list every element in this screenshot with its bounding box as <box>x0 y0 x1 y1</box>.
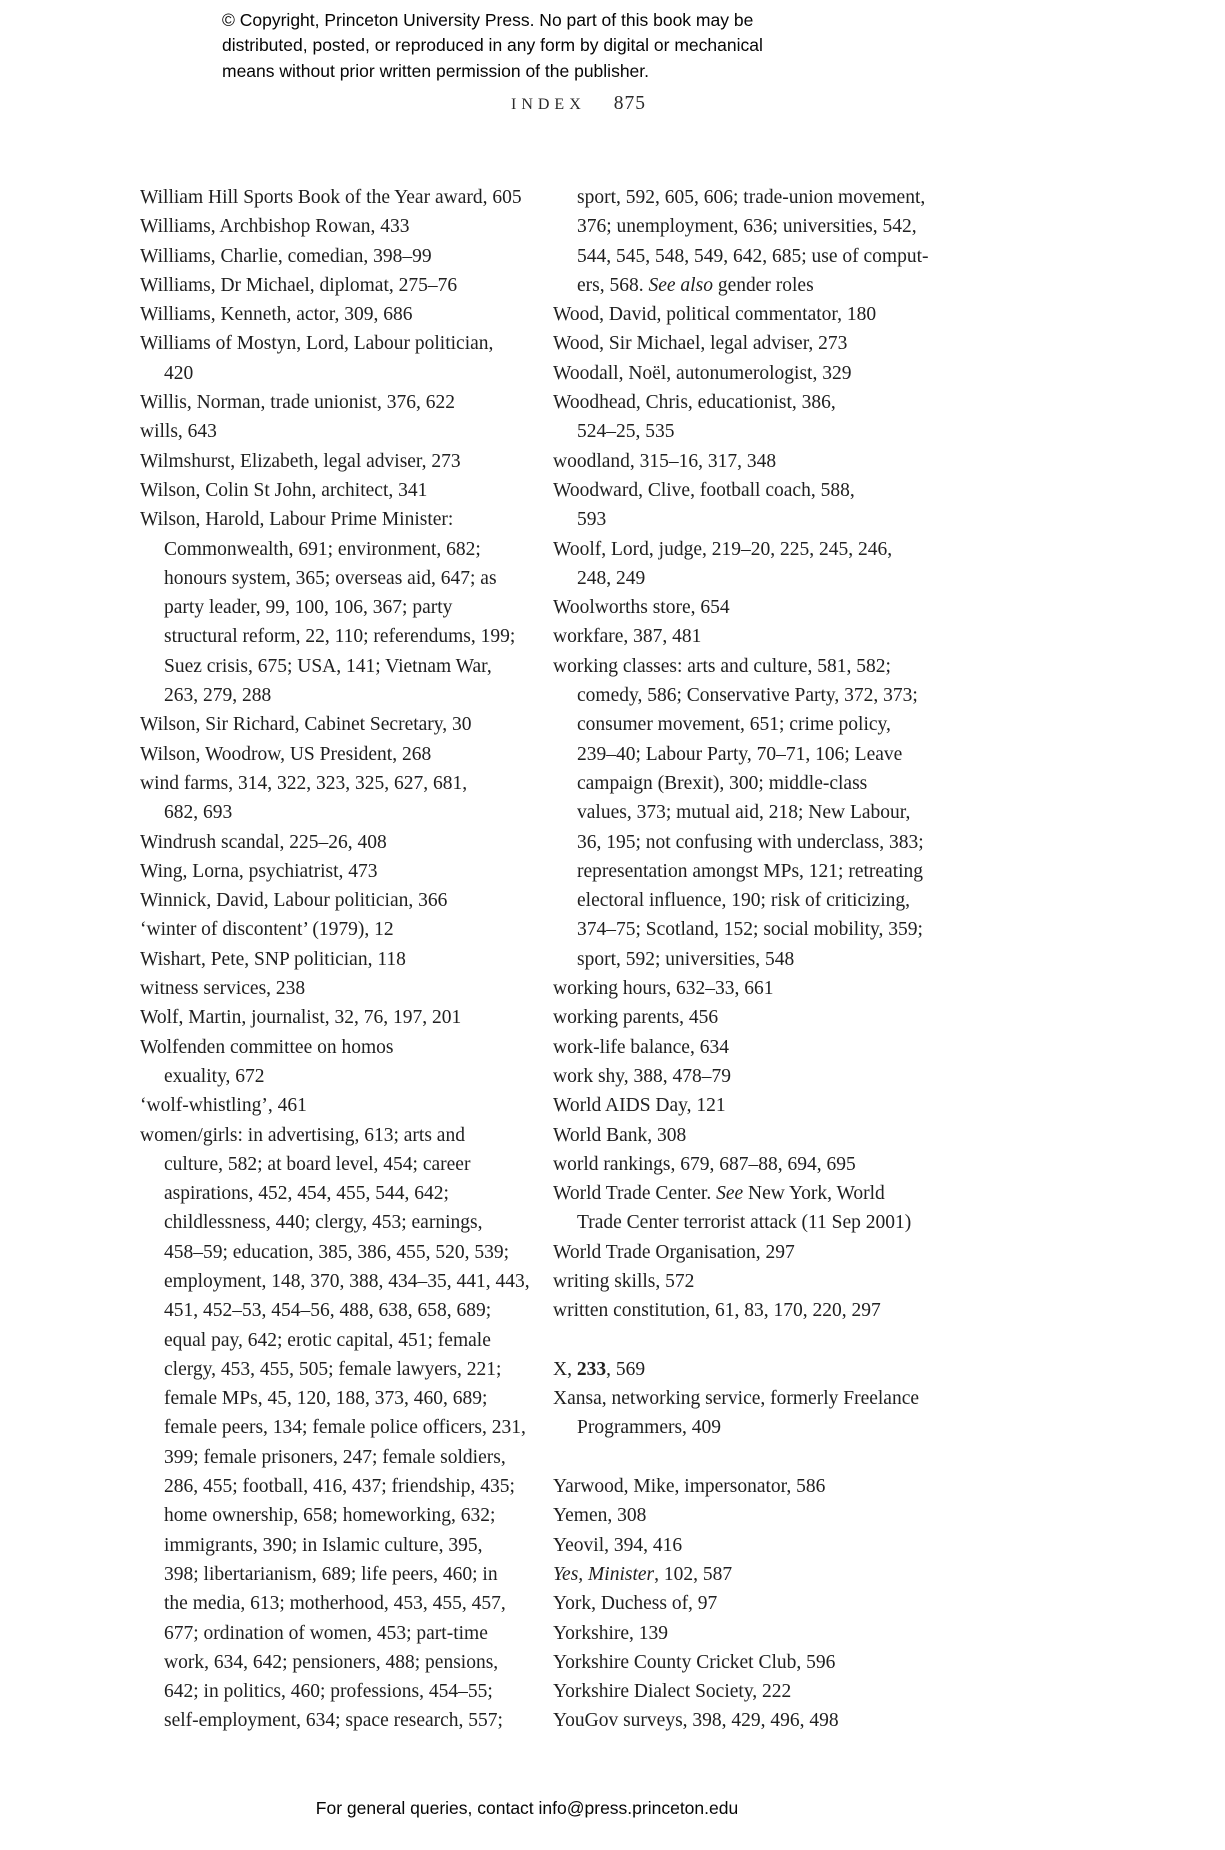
entry-line <box>140 828 530 857</box>
index-entry <box>140 857 530 886</box>
entry-line <box>140 1677 530 1706</box>
entry-line <box>140 300 530 329</box>
index-entry <box>553 1619 929 1648</box>
entry-line <box>553 1062 929 1091</box>
entry-line <box>553 1501 929 1530</box>
entry-line <box>140 1560 530 1589</box>
entry-text: woodland, 315–16, 317, 348 <box>553 450 777 472</box>
entry-line <box>140 1355 530 1384</box>
entry-line <box>553 447 929 476</box>
entry-line <box>553 1296 929 1325</box>
entry-line <box>140 212 530 241</box>
entry-text: World AIDS Day, 121 <box>553 1095 726 1117</box>
index-entry <box>140 886 530 915</box>
entry-line <box>140 1179 530 1208</box>
index-entry <box>553 359 929 388</box>
entry-text: Williams of Mostyn, Lord, Labour politician, <box>140 333 494 355</box>
entry-text: wind farms, 314, 322, 323, 325, 627, 681, <box>140 772 468 794</box>
entry-text: 524–25, 535 <box>577 421 675 443</box>
index-entry <box>140 828 530 857</box>
entry-line <box>140 1062 530 1091</box>
entry-line <box>140 974 530 1003</box>
index-entry <box>553 1355 929 1384</box>
entry-line <box>553 1384 929 1413</box>
copyright-notice <box>222 8 763 84</box>
index-entry <box>553 447 929 476</box>
index-entry <box>140 505 530 710</box>
entry-text: exuality, 672 <box>164 1065 265 1087</box>
entry-line <box>553 857 929 886</box>
entry-line <box>553 1648 929 1677</box>
entry-line <box>140 1267 530 1296</box>
entry-line <box>140 1003 530 1032</box>
entry-text: work-life balance, 634 <box>553 1036 729 1058</box>
entry-text: World Trade Center. <box>553 1183 717 1205</box>
entry-text: Wilmshurst, Elizabeth, legal adviser, 273 <box>140 450 461 472</box>
entry-text: Wishart, Pete, SNP politician, 118 <box>140 948 406 970</box>
entry-text: campaign (Brexit), 300; middle-class <box>577 772 868 794</box>
entry-line <box>140 1443 530 1472</box>
entry-line <box>140 1384 530 1413</box>
entry-text: Wilson, Woodrow, US President, 268 <box>140 743 432 765</box>
index-entry <box>553 1267 929 1296</box>
entry-line <box>140 183 530 212</box>
entry-text: 593 <box>577 509 607 531</box>
entry-text: World Trade Organisation, 297 <box>553 1241 795 1263</box>
bold-page-ref: 233 <box>576 1358 607 1380</box>
section-break <box>553 1326 929 1355</box>
entry-line <box>140 242 530 271</box>
entry-text: Wood, Sir Michael, legal adviser, 273 <box>553 333 848 355</box>
entry-line <box>553 242 929 271</box>
entry-text: world rankings, 679, 687–88, 694, 695 <box>553 1153 856 1175</box>
entry-line <box>140 505 530 534</box>
entry-text: wills, 643 <box>140 421 217 443</box>
index-column-left <box>140 183 530 1736</box>
index-entry <box>553 1062 929 1091</box>
entry-text: Commonwealth, 691; environment, 682; <box>164 538 481 560</box>
entry-text: Williams, Charlie, comedian, 398–99 <box>140 245 432 267</box>
entry-line <box>140 1648 530 1677</box>
index-entry <box>553 1648 929 1677</box>
entry-text: Wolf, Martin, journalist, 32, 76, 197, 201 <box>140 1007 462 1029</box>
entry-line <box>140 359 530 388</box>
index-entry <box>140 271 530 300</box>
entry-line <box>140 1706 530 1735</box>
entry-text: New York, World <box>743 1183 885 1205</box>
index-entry <box>140 329 530 388</box>
running-head <box>0 93 1157 115</box>
entry-line <box>553 622 929 651</box>
entry-line <box>553 212 929 241</box>
running-head-title: INDEX <box>510 96 586 113</box>
index-entry <box>140 212 530 241</box>
copyright-line: means without prior written permission of the publisher. <box>222 60 650 81</box>
entry-line <box>140 740 530 769</box>
entry-text: structural reform, 22, 110; referendums, 199; <box>164 626 516 648</box>
entry-line <box>553 476 929 505</box>
entry-line <box>140 1121 530 1150</box>
entry-line <box>140 1501 530 1530</box>
entry-text: witness services, 238 <box>140 978 306 1000</box>
entry-text: workfare, 387, 481 <box>553 626 702 648</box>
italic-text: See <box>716 1183 744 1205</box>
entry-text: clergy, 453, 455, 505; female lawyers, 221; <box>164 1358 502 1380</box>
entry-text: Wilson, Sir Richard, Cabinet Secretary, 30 <box>140 714 472 736</box>
entry-text: Xansa, networking service, formerly Freelance <box>553 1388 920 1410</box>
entry-text: Woolf, Lord, judge, 219–20, 225, 245, 246, <box>553 538 893 560</box>
entry-text: 458–59; education, 385, 386, 455, 520, 539; <box>164 1241 510 1263</box>
entry-text: Wolfenden committee on homos <box>140 1036 394 1058</box>
index-entry <box>140 945 530 974</box>
entry-text: Yorkshire, 139 <box>553 1622 669 1644</box>
entry-text: values, 373; mutual aid, 218; New Labour, <box>577 802 911 824</box>
index-entry <box>553 329 929 358</box>
section-break <box>553 1443 929 1472</box>
entry-text: consumer movement, 651; crime policy, <box>577 714 891 736</box>
entry-text: working classes: arts and culture, 581, 582; <box>553 655 891 677</box>
index-entry <box>553 1121 929 1150</box>
entry-line <box>140 1472 530 1501</box>
copyright-line: © Copyright, Princeton University Press. No part of this book may be <box>222 10 754 30</box>
entry-line <box>140 652 530 681</box>
entry-line <box>140 564 530 593</box>
entry-line <box>140 271 530 300</box>
entry-text: Woodall, Noël, autonumerologist, 329 <box>553 362 852 384</box>
entry-line <box>140 710 530 739</box>
index-entry <box>140 740 530 769</box>
entry-text: 398; libertarianism, 689; life peers, 460; in <box>164 1563 498 1585</box>
entry-line <box>140 622 530 651</box>
index-entry <box>140 183 530 212</box>
entry-line <box>553 1179 929 1208</box>
entry-text: sport, 592, 605, 606; trade-union movement, <box>577 187 926 208</box>
entry-text: 263, 279, 288 <box>164 685 272 707</box>
entry-line <box>140 1589 530 1618</box>
entry-line <box>140 1208 530 1237</box>
entry-text: Wilson, Colin St John, architect, 341 <box>140 479 428 501</box>
entry-text: , 102, 587 <box>654 1563 733 1585</box>
entry-text: electoral influence, 190; risk of criticizing, <box>577 890 910 912</box>
entry-line <box>140 329 530 358</box>
entry-text: X, <box>553 1358 577 1380</box>
index-entry <box>553 974 929 1003</box>
entry-line <box>553 1003 929 1032</box>
italic-text: See also <box>648 274 713 296</box>
entry-text: Windrush scandal, 225–26, 408 <box>140 831 387 853</box>
entry-line <box>553 1589 929 1618</box>
entry-text: ‘wolf-whistling’, 461 <box>140 1095 307 1117</box>
entry-text: William Hill Sports Book of the Year award, 605 <box>140 187 522 208</box>
entry-line <box>140 1150 530 1179</box>
entry-line <box>553 1150 929 1179</box>
entry-text: party leader, 99, 100, 106, 367; party <box>164 597 453 619</box>
index-entry <box>140 242 530 271</box>
entry-line <box>140 476 530 505</box>
entry-text: female peers, 134; female police officers, 231, <box>164 1417 526 1439</box>
footer-contact: For general queries, contact info@press.princeton.edu <box>315 1798 739 1818</box>
entry-text: writing skills, 572 <box>553 1270 695 1292</box>
entry-line <box>140 1326 530 1355</box>
entry-line <box>140 1531 530 1560</box>
entry-line <box>553 1531 929 1560</box>
entry-line <box>553 388 929 417</box>
entry-line <box>553 798 929 827</box>
index-entry <box>553 1531 929 1560</box>
entry-line <box>553 1413 929 1442</box>
index-entry <box>553 388 929 447</box>
entry-line <box>140 1033 530 1062</box>
index-entry <box>140 915 530 944</box>
entry-text: Yorkshire County Cricket Club, 596 <box>553 1651 836 1673</box>
entry-line <box>140 945 530 974</box>
entry-line <box>140 769 530 798</box>
index-entry <box>553 1091 929 1120</box>
index-entry <box>553 1150 929 1179</box>
entry-text: York, Duchess of, 97 <box>553 1593 718 1615</box>
index-entry <box>140 974 530 1003</box>
entry-text: Williams, Archbishop Rowan, 433 <box>140 216 410 238</box>
entry-line <box>553 1619 929 1648</box>
entry-line <box>553 359 929 388</box>
index-entry <box>140 417 530 446</box>
entry-line <box>140 593 530 622</box>
index-entry <box>140 300 530 329</box>
entry-text: Yarwood, Mike, impersonator, 586 <box>553 1476 826 1498</box>
entry-line <box>553 417 929 446</box>
entry-text: Willis, Norman, trade unionist, 376, 622 <box>140 392 455 414</box>
entry-text: gender roles <box>712 274 814 296</box>
index-entry <box>140 447 530 476</box>
entry-text: Williams, Kenneth, actor, 309, 686 <box>140 304 413 326</box>
entry-line <box>553 1706 929 1735</box>
entry-line <box>140 388 530 417</box>
entry-text: working parents, 456 <box>553 1007 719 1029</box>
index-entry <box>553 1179 929 1238</box>
entry-line <box>553 1472 929 1501</box>
index-entry <box>553 1033 929 1062</box>
entry-text: 642; in politics, 460; professions, 454–55; <box>164 1681 493 1703</box>
entry-text: 376; unemployment, 636; universities, 542, <box>577 216 917 238</box>
index-entry <box>553 183 929 300</box>
entry-text: 544, 545, 548, 549, 642, 685; use of comput- <box>577 245 929 267</box>
entry-text: Yorkshire Dialect Society, 222 <box>553 1681 792 1703</box>
entry-text: 420 <box>164 362 194 384</box>
entry-text: Yeovil, 394, 416 <box>553 1534 683 1556</box>
entry-text: 239–40; Labour Party, 70–71, 106; Leave <box>577 743 903 765</box>
entry-line <box>140 417 530 446</box>
entry-text: sport, 592; universities, 548 <box>577 948 795 970</box>
entry-line <box>553 1267 929 1296</box>
entry-line <box>553 564 929 593</box>
entry-line <box>553 828 929 857</box>
entry-line <box>553 1238 929 1267</box>
entry-text: Programmers, 409 <box>577 1417 722 1439</box>
entry-text: 286, 455; football, 416, 437; friendship, 435; <box>164 1476 515 1498</box>
entry-line <box>140 681 530 710</box>
index-entry <box>553 1296 929 1325</box>
entry-line <box>553 1033 929 1062</box>
index-column-right <box>553 183 929 1736</box>
index-entry <box>553 300 929 329</box>
entry-line <box>553 271 929 300</box>
index-entry <box>140 1121 530 1736</box>
entry-text: ers, 568. <box>577 274 649 296</box>
entry-text: Trade Center terrorist attack (11 Sep 2001) <box>577 1212 912 1234</box>
index-entry <box>553 1560 929 1589</box>
entry-line <box>553 1560 929 1589</box>
entry-text: Suez crisis, 675; USA, 141; Vietnam War, <box>164 655 492 677</box>
index-entry <box>553 476 929 535</box>
entry-text: childlessness, 440; clergy, 453; earnings, <box>164 1212 483 1234</box>
index-entry <box>553 1706 929 1735</box>
index-entry <box>553 1003 929 1032</box>
entry-line <box>140 1091 530 1120</box>
entry-text: 248, 249 <box>577 567 646 589</box>
entry-text: culture, 582; at board level, 454; career <box>164 1153 471 1175</box>
entry-line <box>140 447 530 476</box>
index-entry <box>553 652 929 974</box>
entry-line <box>553 886 929 915</box>
entry-line <box>140 1238 530 1267</box>
entry-text: honours system, 365; overseas aid, 647; as <box>164 567 497 589</box>
copyright-line: distributed, posted, or reproduced in any form by digital or mechanical <box>222 35 763 56</box>
entry-text: comedy, 586; Conservative Party, 372, 373; <box>577 685 918 707</box>
index-entry <box>553 1677 929 1706</box>
entry-text: Woodhead, Chris, educationist, 386, <box>553 392 836 414</box>
entry-line <box>553 535 929 564</box>
entry-text: Wing, Lorna, psychiatrist, 473 <box>140 860 378 882</box>
entry-line <box>553 945 929 974</box>
entry-text: equal pay, 642; erotic capital, 451; female <box>164 1329 491 1351</box>
index-entry <box>553 622 929 651</box>
entry-text: working hours, 632–33, 661 <box>553 978 774 1000</box>
entry-text: 399; female prisoners, 247; female soldiers, <box>164 1446 506 1468</box>
entry-text: women/girls: in advertising, 613; arts and <box>140 1124 465 1146</box>
index-entry <box>140 769 530 828</box>
entry-text: 677; ordination of women, 453; part-time <box>164 1622 488 1644</box>
entry-text: 374–75; Scotland, 152; social mobility, 359; <box>577 919 923 941</box>
entry-line <box>553 593 929 622</box>
entry-text: home ownership, 658; homeworking, 632; <box>164 1505 496 1527</box>
entry-line <box>553 681 929 710</box>
entry-text: ‘winter of discontent’ (1979), 12 <box>140 919 394 941</box>
entry-line <box>553 1208 929 1237</box>
entry-text: Woodward, Clive, football coach, 588, <box>553 479 855 501</box>
index-entry <box>140 1003 530 1032</box>
entry-line <box>553 740 929 769</box>
entry-text: Yemen, 308 <box>553 1505 647 1527</box>
entry-text: written constitution, 61, 83, 170, 220, 297 <box>553 1300 881 1322</box>
entry-text: Williams, Dr Michael, diplomat, 275–76 <box>140 274 458 296</box>
entry-text: representation amongst MPs, 121; retreating <box>577 860 924 882</box>
index-entry <box>553 1472 929 1501</box>
entry-text: 36, 195; not confusing with underclass, 383; <box>577 831 924 853</box>
entry-text: YouGov surveys, 398, 429, 496, 498 <box>553 1710 839 1732</box>
entry-text: aspirations, 452, 454, 455, 544, 642; <box>164 1183 449 1205</box>
entry-line <box>140 798 530 827</box>
entry-line <box>553 915 929 944</box>
entry-text: 682, 693 <box>164 802 233 824</box>
index-entry <box>140 1091 530 1120</box>
index-entry <box>553 593 929 622</box>
entry-line <box>553 1091 929 1120</box>
entry-line <box>140 1413 530 1442</box>
index-entry <box>553 1589 929 1618</box>
entry-line <box>553 1677 929 1706</box>
entry-text: the media, 613; motherhood, 453, 455, 457, <box>164 1593 506 1615</box>
entry-text: work, 634, 642; pensioners, 488; pensions, <box>164 1651 499 1673</box>
entry-text: female MPs, 45, 120, 188, 373, 460, 689; <box>164 1388 488 1410</box>
entry-line <box>140 1619 530 1648</box>
entry-line <box>553 1355 929 1384</box>
entry-line <box>553 300 929 329</box>
entry-line <box>553 652 929 681</box>
index-entry <box>553 535 929 594</box>
entry-line <box>553 183 929 212</box>
index-entry <box>553 1384 929 1443</box>
entry-text: World Bank, 308 <box>553 1124 687 1146</box>
entry-text: self-employment, 634; space research, 557; <box>164 1710 503 1732</box>
entry-line <box>140 1296 530 1325</box>
index-entry <box>140 1033 530 1092</box>
entry-line <box>140 857 530 886</box>
page-number: 875 <box>613 93 646 114</box>
entry-text: Wilson, Harold, Labour Prime Minister: <box>140 509 454 531</box>
entry-line <box>140 535 530 564</box>
entry-text: 451, 452–53, 454–56, 488, 638, 658, 689; <box>164 1300 492 1322</box>
entry-line <box>140 915 530 944</box>
index-entry <box>553 1238 929 1267</box>
entry-text: Winnick, David, Labour politician, 366 <box>140 890 448 912</box>
entry-line <box>553 769 929 798</box>
index-entry <box>140 476 530 505</box>
entry-line <box>553 710 929 739</box>
entry-text: work shy, 388, 478–79 <box>553 1065 732 1087</box>
index-entry <box>140 388 530 417</box>
entry-text: immigrants, 390; in Islamic culture, 395, <box>164 1534 483 1556</box>
italic-text: Yes, Minister <box>553 1563 655 1585</box>
entry-text: Woolworths store, 654 <box>553 597 730 619</box>
entry-line <box>140 886 530 915</box>
entry-line <box>553 329 929 358</box>
index-entry <box>140 710 530 739</box>
entry-text: , 569 <box>606 1358 646 1380</box>
entry-text: Wood, David, political commentator, 180 <box>553 304 877 326</box>
entry-text: employment, 148, 370, 388, 434–35, 441, 443, <box>164 1270 530 1292</box>
index-entry <box>553 1501 929 1530</box>
entry-line <box>553 1121 929 1150</box>
entry-line <box>553 505 929 534</box>
entry-line <box>553 974 929 1003</box>
